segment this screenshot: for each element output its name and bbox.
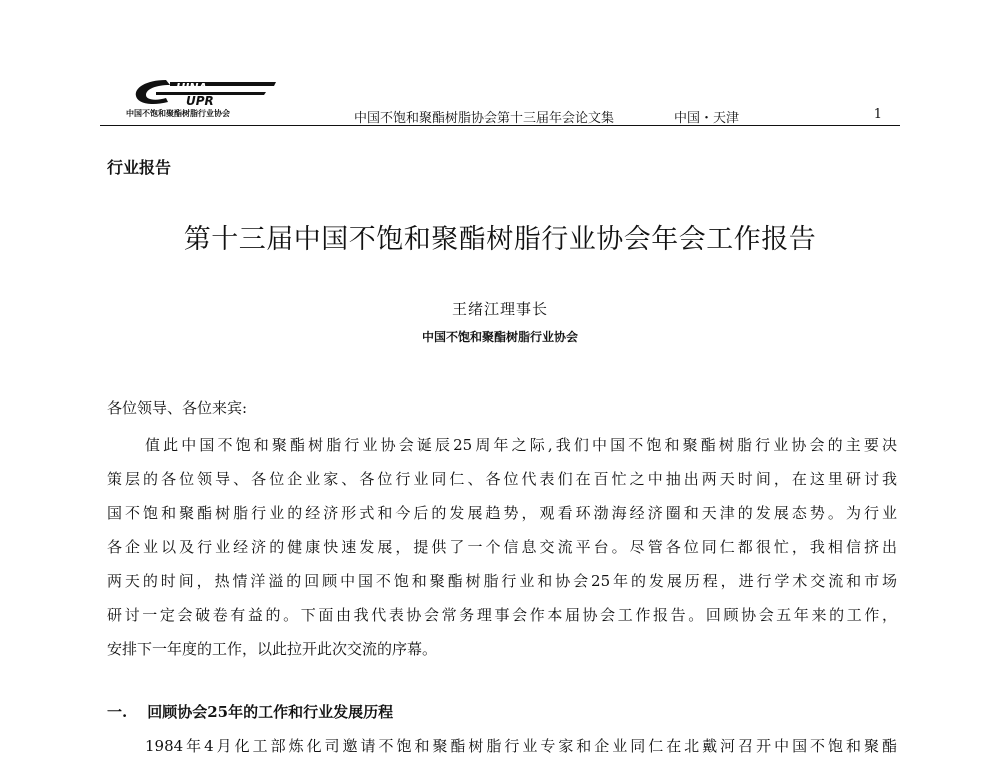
logo-caption: 中国不饱和聚酯树脂行业协会 [126,109,230,118]
running-header [100,78,900,128]
paragraph-line: 安排下一年度的工作，以此拉开此次交流的序幕。 [107,640,438,658]
section-heading [107,701,393,722]
paragraph-line: 值此中国不饱和聚酯树脂行业协会诞辰25周年之际,我们中国不饱和聚酯树脂行业协会的主要决 [145,436,897,454]
running-place: 中国・天津 [674,111,740,126]
logo-text-bottom: UPR [186,94,214,108]
section-heading-number: 一. [107,703,128,721]
page-number: 1 [873,107,882,122]
author-organization: 中国不饱和聚酯树脂行业协会 [421,330,578,344]
logo-graphic [126,78,296,108]
paragraph-line: 两天的时间，热情洋溢的回顾中国不饱和聚酯树脂行业和协会25年的发展历程，进行学术交流和市场 [107,572,897,590]
running-title: 中国不饱和聚酯树脂协会第十三届年会论文集 [354,111,615,126]
section-heading-text: 回顾协会25年的工作和行业发展历程 [147,703,394,721]
paragraph-line: 研讨一定会破卷有益的。下面由我代表协会常务理事会作本届协会工作报告。回顾协会五年来的工作， [107,606,897,624]
document-title: 第十三届中国不饱和聚酯树脂行业协会年会工作报告 [183,224,817,255]
header-rule [100,125,900,126]
paragraph-line: 策层的各位领导、各位企业家、各位行业同仁、各位代表们在百忙之中抽出两天时间，在这里研讨我 [107,470,897,488]
paragraph-line: 国不饱和聚酯树脂行业的经济形式和今后的发展趋势，观看环渤海经济圈和天津的发展态势。为行业 [107,504,897,522]
paragraph-line: 1984年4月化工部炼化司邀请不饱和聚酯树脂行业专家和企业同仁在北戴河召开中国不饱和聚酯 [145,737,897,755]
logo-text-top: HINA [176,81,208,94]
author: 王绪江理事长 [451,300,548,318]
salutation: 各位领导、各位来宾: [107,399,248,417]
section-label: 行业报告 [107,158,172,177]
paragraph-line: 各企业以及行业经济的健康快速发展，提供了一个信息交流平台。尽管各位同仁都很忙，我相信挤出 [107,538,897,556]
china-upr-logo [126,78,296,124]
